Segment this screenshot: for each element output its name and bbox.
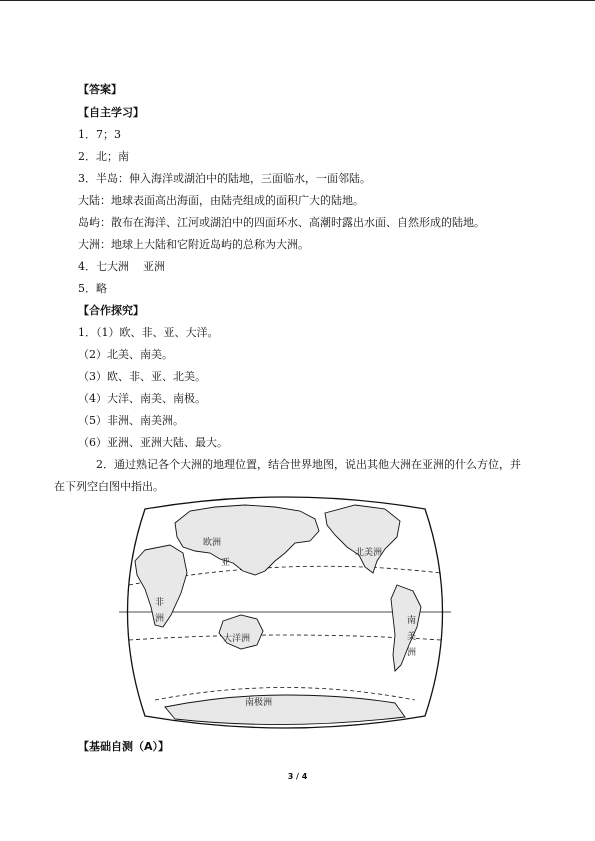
map-label-asia: 亚 [221, 558, 231, 568]
coop-answer-1: 1．（1）欧、非、亚、大洋。 [78, 326, 219, 339]
map-label-south-america-1: 南 [407, 616, 417, 626]
answer-heading: 【答案】 [78, 83, 122, 96]
coop-answer-6: （6）亚洲、亚洲大陆、最大。 [78, 436, 228, 449]
definition-continent: 大陆：地球表面高出海面，由陆壳组成的面积广大的陆地。 [78, 194, 364, 207]
map-label-antarctica: 南极洲 [245, 698, 273, 708]
map-label-europe: 欧洲 [203, 538, 222, 548]
page-number: 3 / 4 [287, 772, 308, 781]
basic-test-heading: 【基础自测（A）】 [78, 740, 170, 753]
self-study-answer-5: 5．略 [78, 282, 107, 295]
coop-answer-4: （4）大洋、南美、南极。 [78, 392, 206, 405]
self-study-answer-3: 3．半岛：伸入海洋或湖泊中的陆地，三面临水，一面邻陆。 [78, 172, 371, 185]
definition-island: 岛屿：散布在海洋、江河或湖泊中的四面环水、高潮时露出水面、自然形成的陆地。 [78, 216, 485, 229]
world-map [115, 495, 455, 730]
map-label-africa-1: 非 [155, 598, 165, 608]
self-study-answer-4: 4．七大洲 亚洲 [78, 260, 165, 273]
coop-answer-3: （3）欧、非、亚、北美。 [78, 370, 206, 383]
coop-heading: 【合作探究】 [78, 304, 144, 317]
coop-answer-5: （5）非洲、南美洲。 [78, 414, 184, 427]
map-label-oceania: 大洋洲 [223, 634, 251, 644]
map-label-africa-2: 洲 [155, 614, 165, 624]
coop-question-2-line-2: 在下列空白图中指出。 [54, 480, 164, 493]
top-rule [0, 0, 595, 1]
definition-continent-region: 大洲：地球上大陆和它附近岛屿的总称为大洲。 [78, 238, 309, 251]
map-label-south-america-3: 洲 [407, 648, 417, 658]
map-label-south-america-2: 美 [407, 632, 417, 642]
coop-answer-2: （2）北美、南美。 [78, 348, 173, 361]
self-study-answer-2: 2．北；南 [78, 150, 129, 163]
self-study-answer-1: 1．7；3 [78, 128, 121, 141]
coop-question-2-line-1: 2．通过熟记各个大洲的地理位置，结合世界地图，说出其他大洲在亚洲的什么方位，并 [96, 458, 521, 471]
self-study-heading: 【自主学习】 [78, 106, 144, 119]
map-label-north-america: 北美洲 [355, 548, 383, 558]
